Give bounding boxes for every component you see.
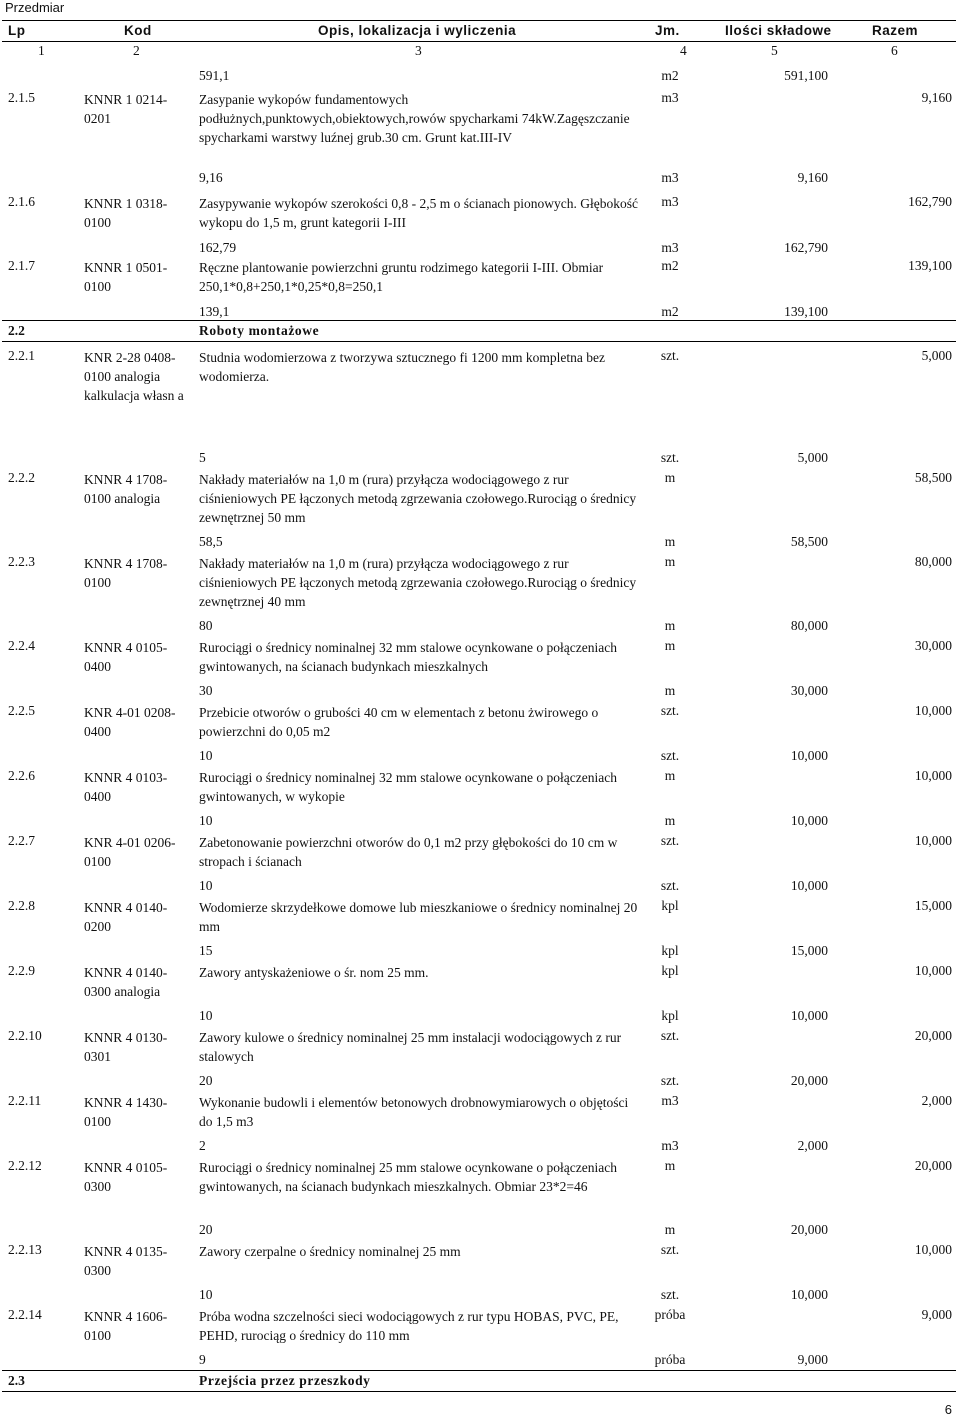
subtotal-unit: szt.: [660, 748, 680, 763]
subtotal-unit: kpl: [661, 1008, 679, 1023]
item-total: 2,000: [921, 1093, 952, 1108]
subtotal-value: 10: [199, 878, 213, 893]
item-kod: KNNR 1 0501-0100: [84, 260, 168, 294]
col-num: 3: [415, 43, 422, 58]
item-lp: 2.2.1: [8, 348, 35, 363]
subtotal-quantity: 15,000: [790, 943, 828, 958]
subtotal-unit: m3: [661, 240, 679, 255]
subtotal-unit: m: [664, 534, 676, 549]
item-total: 20,000: [914, 1158, 952, 1173]
header-skladowe: Ilości składowe: [725, 23, 832, 38]
item-total: 10,000: [914, 703, 952, 718]
carry-sk: 591,100: [784, 68, 828, 83]
item-description: Zawory kulowe o średnicy nominalnej 25 mm instalacji wodociągowych z rur stalowych: [199, 1030, 622, 1064]
item-lp: 2.2.4: [8, 638, 35, 653]
header-razem: Razem: [872, 23, 919, 38]
col-num: 4: [680, 43, 687, 58]
item-unit: m3: [661, 194, 679, 209]
item-description: Zasypywanie wykopów szerokości 0,8 - 2,5 m o ścianach pionowych. Głębokość wykopu do 1,5 m, grunt kategorii I-III: [199, 196, 639, 230]
subtotal-unit: szt.: [660, 878, 680, 893]
subtotal-quantity: 162,790: [784, 240, 828, 255]
item-unit: szt.: [660, 1028, 680, 1043]
item-total: 10,000: [914, 963, 952, 978]
item-total: 10,000: [914, 1242, 952, 1257]
subtotal-quantity: 20,000: [790, 1073, 828, 1088]
subtotal-value: 10: [199, 1287, 213, 1302]
item-total: 30,000: [914, 638, 952, 653]
subtotal-value: 9: [199, 1352, 206, 1367]
item-unit: m: [664, 638, 676, 653]
item-total: 9,160: [921, 90, 952, 105]
item-description: Zabetonowanie powierzchni otworów do 0,1 m2 przy głębokości do 10 cm w stropach i ścianach: [199, 835, 618, 869]
subtotal-quantity: 20,000: [790, 1222, 828, 1237]
item-kod: KNNR 4 0140-0300 analogia: [84, 965, 168, 999]
header-lp: Lp: [8, 23, 26, 38]
item-lp: 2.2.14: [8, 1307, 42, 1322]
subtotal-unit: szt.: [660, 1073, 680, 1088]
item-description: Wykonanie budowli i elementów betonowych drobnowymiarowych o objętości do 1,5 m3: [199, 1095, 629, 1129]
item-unit: m: [664, 768, 676, 783]
subtotal-quantity: 9,160: [797, 170, 828, 185]
subtotal-unit: m: [664, 618, 676, 633]
subtotal-quantity: 10,000: [790, 1287, 828, 1302]
item-kod: KNNR 4 1606-0100: [84, 1309, 168, 1343]
item-kod: KNR 4-01 0208-0400: [84, 705, 176, 739]
item-description: Ręczne plantowanie powierzchni gruntu rodzimego kategorii I-III. Obmiar 250,1*0,8+250,1*0,25*0,8=250,1: [199, 260, 604, 294]
subtotal-unit: m: [664, 813, 676, 828]
header-opis: Opis, lokalizacja i wyliczenia: [318, 23, 517, 38]
item-kod: KNR 4-01 0206-0100: [84, 835, 176, 869]
section-title: Przejścia przez przeszkody: [199, 1373, 371, 1388]
item-total: 5,000: [921, 348, 952, 363]
item-total: 162,790: [908, 194, 952, 209]
subtotal-value: 10: [199, 813, 213, 828]
item-unit: szt.: [660, 348, 680, 363]
subtotal-quantity: 139,100: [784, 304, 828, 319]
item-lp: 2.2.10: [8, 1028, 42, 1043]
item-unit: kpl: [661, 963, 679, 978]
item-unit: m2: [661, 258, 679, 273]
subtotal-unit: szt.: [660, 450, 680, 465]
page-title: Przedmiar: [5, 0, 65, 15]
item-unit: próba: [654, 1307, 686, 1322]
header-kod: Kod: [124, 23, 152, 38]
item-unit: m: [664, 470, 676, 485]
item-description: Zasypanie wykopów fundamentowych podłużnych,punktowych,obiektowych,rowów spycharkami 74kW.Zagęszczanie spycharkami warstwy luźnej grub.30 cm. Grunt kat.III-IV: [199, 92, 630, 145]
subtotal-value: 139,1: [199, 304, 230, 319]
section-header-2-3: [2, 1370, 956, 1392]
item-kod: KNNR 4 1708-0100 analogia: [84, 472, 168, 506]
item-lp: 2.2.6: [8, 768, 35, 783]
subtotal-quantity: 30,000: [790, 683, 828, 698]
item-description: Zawory czerpalne o średnicy nominalnej 25 mm: [199, 1244, 461, 1259]
item-description: Nakłady materiałów na 1,0 m (rura) przyłącza wodociągowego z rur ciśnieniowych PE łączonych metodą zgrzewania czołowego.Rurociąg o średnicy zewnętrznej 50 mm: [199, 472, 637, 525]
item-lp: 2.2.2: [8, 470, 35, 485]
page-number: 6: [944, 1402, 952, 1417]
col-num: 1: [38, 43, 45, 58]
section-number: 2.2: [8, 323, 25, 338]
item-lp: 2.2.5: [8, 703, 35, 718]
subtotal-quantity: 10,000: [790, 748, 828, 763]
subtotal-unit: próba: [654, 1352, 686, 1367]
subtotal-unit: m2: [661, 304, 679, 319]
subtotal-quantity: 58,500: [790, 534, 828, 549]
subtotal-quantity: 10,000: [790, 878, 828, 893]
item-lp: 2.2.7: [8, 833, 35, 848]
item-lp: 2.2.3: [8, 554, 35, 569]
item-description: Rurociągi o średnicy nominalnej 32 mm stalowe ocynkowane o połączeniach gwintowanych, na ścianach budynkach mieszkalnych: [199, 640, 617, 674]
item-kod: KNNR 1 0318-0100: [84, 196, 168, 230]
subtotal-value: 162,79: [199, 240, 237, 255]
item-description: Próba wodna szczelności sieci wodociągowych z rur typu HOBAS, PVC, PE, PEHD, rurociąg o średnicy do 110 mm: [199, 1309, 619, 1343]
item-total: 58,500: [914, 470, 952, 485]
item-lp: 2.1.5: [8, 90, 35, 105]
item-unit: m: [664, 554, 676, 569]
subtotal-value: 58,5: [199, 534, 223, 549]
item-unit: szt.: [660, 833, 680, 848]
subtotal-unit: m: [664, 1222, 676, 1237]
item-unit: szt.: [660, 1242, 680, 1257]
subtotal-quantity: 9,000: [797, 1352, 828, 1367]
col-num: 2: [133, 43, 140, 58]
item-kod: KNR 2-28 0408-0100 analogia kalkulacja własn a: [84, 350, 184, 403]
carry-value: 591,1: [199, 68, 230, 83]
item-unit: m3: [661, 1093, 679, 1108]
item-kod: KNNR 4 0140-0200: [84, 900, 168, 934]
item-description: Rurociągi o średnicy nominalnej 32 mm stalowe ocynkowane o połączeniach gwintowanych, w wykopie: [199, 770, 617, 804]
subtotal-value: 80: [199, 618, 213, 633]
subtotal-unit: kpl: [661, 943, 679, 958]
subtotal-unit: m3: [661, 170, 679, 185]
item-kod: KNNR 4 0135-0300: [84, 1244, 168, 1278]
item-lp: 2.2.11: [8, 1093, 42, 1108]
subtotal-value: 30: [199, 683, 213, 698]
subtotal-value: 10: [199, 748, 213, 763]
subtotal-unit: m: [664, 683, 676, 698]
item-description: Zawory antyskażeniowe o śr. nom 25 mm.: [199, 965, 429, 980]
subtotal-value: 5: [199, 450, 206, 465]
carry-jm: m2: [661, 68, 679, 83]
item-lp: 2.2.13: [8, 1242, 42, 1257]
item-kod: KNNR 4 0105-0400: [84, 640, 168, 674]
item-description: Nakłady materiałów na 1,0 m (rura) przyłącza wodociągowego z rur ciśnieniowych PE łączonych metodą zgrzewania czołowego.Rurociąg o średnicy zewnętrznej 40 mm: [199, 556, 637, 609]
item-total: 15,000: [914, 898, 952, 913]
item-description: Rurociągi o średnicy nominalnej 25 mm stalowe ocynkowane o połączeniach gwintowanych, na ścianach budynkach mieszkalnych. Obmiar 23*2=46: [199, 1160, 617, 1194]
item-kod: KNNR 4 0105-0300: [84, 1160, 168, 1194]
item-unit: m3: [661, 90, 679, 105]
header-jm: Jm.: [655, 23, 680, 38]
section-number: 2.3: [8, 1373, 25, 1388]
item-kod: KNNR 4 1708-0100: [84, 556, 168, 590]
item-lp: 2.2.12: [8, 1158, 42, 1173]
subtotal-unit: szt.: [660, 1287, 680, 1302]
subtotal-quantity: 5,000: [797, 450, 828, 465]
item-kod: KNNR 4 0130-0301: [84, 1030, 168, 1064]
subtotal-unit: m3: [661, 1138, 679, 1153]
item-total: 10,000: [914, 833, 952, 848]
section-header-2-2: [2, 320, 956, 342]
table-header: [2, 20, 956, 42]
subtotal-quantity: 80,000: [790, 618, 828, 633]
subtotal-quantity: 10,000: [790, 1008, 828, 1023]
item-lp: 2.1.7: [8, 258, 35, 273]
subtotal-value: 9,16: [199, 170, 223, 185]
item-lp: 2.2.8: [8, 898, 35, 913]
item-description: Wodomierze skrzydełkowe domowe lub mieszkaniowe o średnicy nominalnej 20 mm: [199, 900, 638, 934]
subtotal-quantity: 2,000: [797, 1138, 828, 1153]
item-total: 10,000: [914, 768, 952, 783]
item-description: Przebicie otworów o grubości 40 cm w elementach z betonu żwirowego o powierzchni do 0,05 m2: [199, 705, 599, 739]
subtotal-value: 15: [199, 943, 213, 958]
subtotal-quantity: 10,000: [790, 813, 828, 828]
col-num: 5: [771, 43, 778, 58]
item-lp: 2.1.6: [8, 194, 35, 209]
section-title: Roboty montażowe: [199, 323, 320, 338]
item-total: 9,000: [921, 1307, 952, 1322]
item-total: 139,100: [908, 258, 952, 273]
col-num: 6: [891, 43, 898, 58]
item-total: 20,000: [914, 1028, 952, 1043]
item-lp: 2.2.9: [8, 963, 35, 978]
subtotal-value: 10: [199, 1008, 213, 1023]
item-kod: KNNR 4 1430-0100: [84, 1095, 168, 1129]
item-kod: KNNR 4 0103-0400: [84, 770, 168, 804]
subtotal-value: 20: [199, 1222, 213, 1237]
item-kod: KNNR 1 0214-0201: [84, 92, 168, 126]
subtotal-value: 20: [199, 1073, 213, 1088]
item-unit: szt.: [660, 703, 680, 718]
item-unit: kpl: [661, 898, 679, 913]
item-unit: m: [664, 1158, 676, 1173]
subtotal-value: 2: [199, 1138, 206, 1153]
item-total: 80,000: [914, 554, 952, 569]
item-description: Studnia wodomierzowa z tworzywa sztucznego fi 1200 mm kompletna bez wodomierza.: [199, 350, 606, 384]
